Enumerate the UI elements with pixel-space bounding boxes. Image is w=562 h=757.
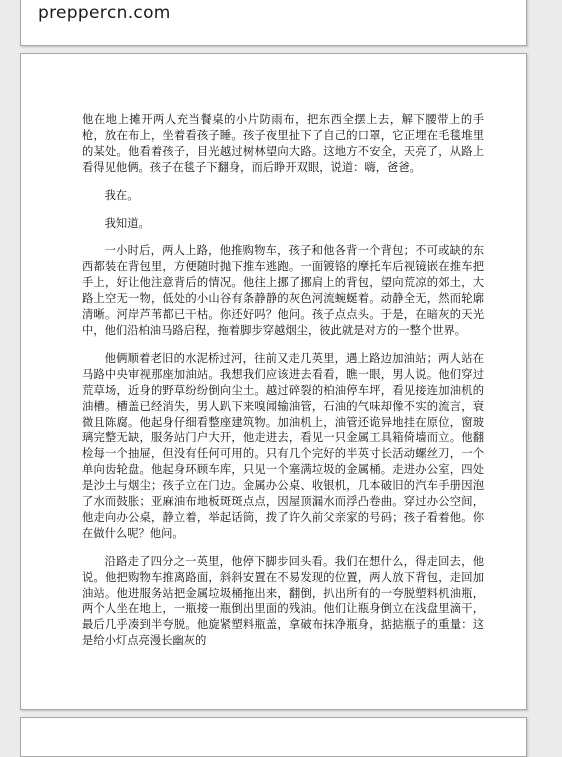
paragraph: 我在。 — [104, 188, 139, 202]
next-page — [20, 717, 527, 757]
paragraph: 我知道。 — [104, 216, 150, 230]
current-page — [20, 53, 527, 710]
paragraph: 他在地上摊开两人充当餐桌的小片防雨布，把东西全摆上去，解下腰带上的手枪，放在布上，坐着看孩子睡。孩子夜里扯下了自己的口罩，它正埋在毛毯堆里的某处。他看着孩子，目光越过树林望向大路。这地方不安全，天亮了，从路上看得见他俩。孩子在毯子下翻身，而后睁开双眼，说道：嗨，爸爸。 — [82, 113, 484, 174]
previous-page — [20, 0, 527, 46]
paragraph: 他俩顺着老旧的水泥桥过河，往前又走几英里，遇上路边加油站；两人站在马路中央审视那座加油站。我想我们应该进去看看，瞧一眼，男人说。他们穿过荒草场，近身的野草纷纷倒向尘土。越过碎裂的柏油停车坪，看见接连加油机的油槽。槽盖已经消失，男人趴下来嗅闻输油管，石油的气味却像不实的流言，衰微且陈腐。他起身仔细看整座建筑物。加油机上，油管还诡异地挂在原位，窗玻璃完整无缺，服务站门户大开，他走进去，看见一只金属工具箱倚墙而立。他翻检每一个抽屉，但没有任何可用的。只有几个完好的半英寸长活动螺丝刀，一个单向齿轮盘。他起身环顾车库，只见一个塞满垃圾的金属桶。走进办公室，四处是沙土与烟尘；孩子立在门边。金属办公桌、收银机，几本破旧的汽车手册因泡了水而鼓胀；亚麻油布地板斑斑点点，因屋顶漏水而浮凸卷曲。穿过办公空间，他走向办公桌，静立着，举起话筒，拨了许久前父亲家的号码；孩子看着他。你在做什么呢？他问。 — [82, 351, 484, 540]
paragraph: 一小时后，两人上路，他推购物车，孩子和他各背一个背包；不可或缺的东西都装在背包里，方便随时抛下推车逃跑。一面镀铬的摩托车后视镜嵌在推车把手上，好让他注意背后的情况。他往上挪了挪肩上的背包，望向荒凉的郊土，大路上空无一物，低处的小山谷有条静静的灰色河流蜿蜒着。动静全无，然而轮廓清晰。河岸芦苇都已干枯。你还好吗？他问。孩子点点头。于是，在暗灰的天光中，他们沿柏油马路启程，拖着脚步穿越烟尘，彼此就是对方的一整个世界。 — [82, 244, 484, 337]
site-watermark: prepperсn.com — [38, 3, 171, 23]
page-text — [82, 112, 484, 661]
paragraph: 沿路走了四分之一英里，他停下脚步回头看。我们在想什么，得走回去，他说。他把购物车推离路面，斜斜安置在不易发现的位置，两人放下背包，走回加油站。他进服务站把金属垃圾桶拖出来，翻倒，扒出所有的一夸脱塑料机油瓶，两个人坐在地上，一瓶接一瓶倒出里面的残油。他们让瓶身倒立在浅盘里滴干，最后几乎凑到半夸脱。他旋紧塑料瓶盖，拿破布抹净瓶身，掂掂瓶子的重量：这是给小灯点亮漫长幽灰的 — [82, 554, 484, 648]
